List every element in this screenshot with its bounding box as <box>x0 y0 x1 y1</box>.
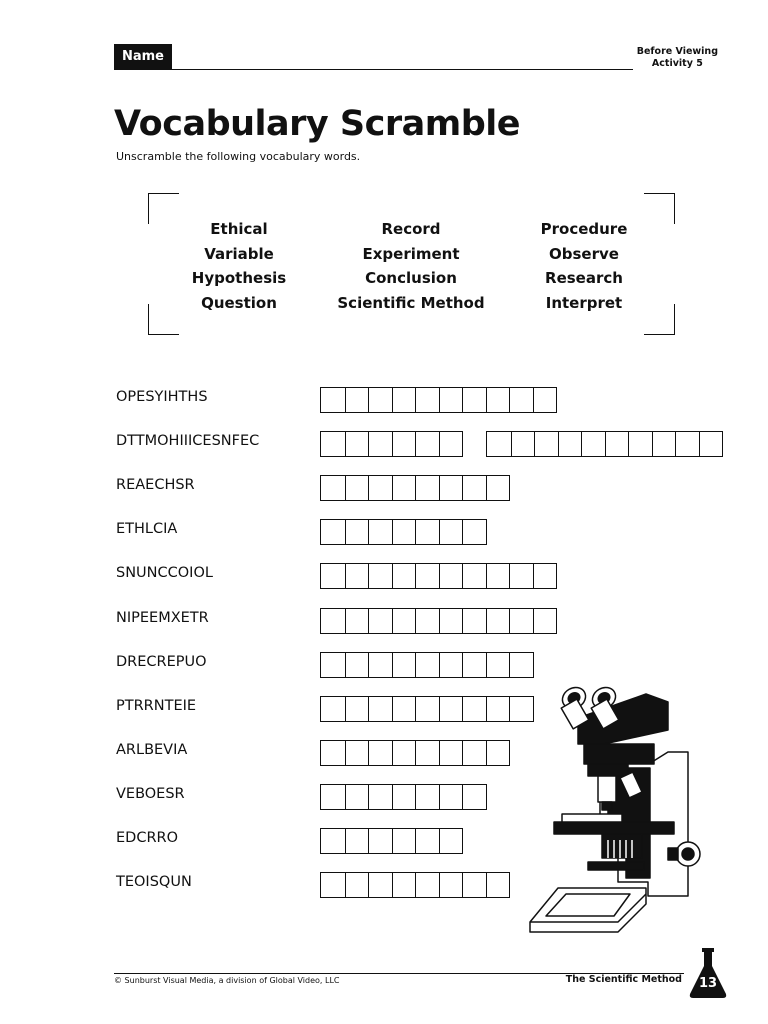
letter-box[interactable] <box>321 873 345 897</box>
letter-box[interactable] <box>533 388 557 412</box>
word-bank-word: Research <box>545 269 623 287</box>
letter-box[interactable] <box>509 609 533 633</box>
answer-box-group <box>320 519 487 545</box>
letter-box[interactable] <box>415 476 439 500</box>
letter-box[interactable] <box>368 697 392 721</box>
letter-box[interactable] <box>321 697 345 721</box>
word-bank-column-2 <box>316 217 506 315</box>
letter-box[interactable] <box>392 520 416 544</box>
letter-box[interactable] <box>368 432 392 456</box>
letter-box[interactable] <box>392 476 416 500</box>
word-bank-word: Ethical <box>210 220 268 238</box>
flask-icon <box>688 946 728 1000</box>
letter-box[interactable] <box>368 785 392 809</box>
letter-box[interactable] <box>462 520 486 544</box>
letter-box[interactable] <box>415 741 439 765</box>
answer-box-group <box>320 652 534 678</box>
letter-box[interactable] <box>415 609 439 633</box>
scrambled-word: EDCRRO <box>116 830 179 846</box>
letter-box[interactable] <box>509 564 533 588</box>
letter-box[interactable] <box>486 564 510 588</box>
word-bank-word: Conclusion <box>365 269 457 287</box>
word-bank-word: Record <box>381 220 441 238</box>
scrambled-word: REAECHSR <box>116 477 195 493</box>
letter-box[interactable] <box>486 697 510 721</box>
letter-box[interactable] <box>345 829 369 853</box>
letter-box[interactable] <box>345 873 369 897</box>
letter-box[interactable] <box>321 653 345 677</box>
scrambled-word: PTRRNTEIE <box>116 698 197 714</box>
letter-box[interactable] <box>486 388 510 412</box>
letter-box[interactable] <box>415 432 439 456</box>
scrambled-word: DTTMOHIIICESNFEC <box>116 433 260 449</box>
letter-box[interactable] <box>558 432 582 456</box>
letter-box[interactable] <box>487 432 511 456</box>
answer-box-group <box>486 431 723 457</box>
letter-box[interactable] <box>486 741 510 765</box>
page-title: Vocabulary Scramble <box>114 104 521 144</box>
scrambled-word: OPESYIHTHS <box>116 389 208 405</box>
letter-box[interactable] <box>415 653 439 677</box>
letter-box[interactable] <box>439 785 463 809</box>
letter-box[interactable] <box>368 520 392 544</box>
letter-box[interactable] <box>345 564 369 588</box>
activity-label <box>637 46 718 70</box>
microscope-icon <box>518 682 718 938</box>
letter-box[interactable] <box>345 609 369 633</box>
letter-box[interactable] <box>462 609 486 633</box>
word-bank-word: Question <box>201 293 277 312</box>
letter-box[interactable] <box>486 653 510 677</box>
letter-box[interactable] <box>533 564 557 588</box>
letter-box[interactable] <box>392 564 416 588</box>
letter-box[interactable] <box>392 697 416 721</box>
letter-box[interactable] <box>605 432 629 456</box>
word-bank-word: Observe <box>549 244 619 263</box>
letter-box[interactable] <box>368 829 392 853</box>
letter-box[interactable] <box>392 653 416 677</box>
scrambled-word: ETHLCIA <box>116 521 178 537</box>
letter-box[interactable] <box>486 873 510 897</box>
letter-box[interactable] <box>439 609 463 633</box>
letter-box[interactable] <box>345 653 369 677</box>
letter-box[interactable] <box>345 432 369 456</box>
answer-box-group <box>320 608 557 634</box>
letter-box[interactable] <box>462 785 486 809</box>
letter-box[interactable] <box>486 609 510 633</box>
letter-box[interactable] <box>439 432 463 456</box>
letter-box[interactable] <box>415 785 439 809</box>
letter-box[interactable] <box>321 476 345 500</box>
letter-box[interactable] <box>392 785 416 809</box>
series-title: The Scientific Method <box>565 974 682 985</box>
answer-box-group <box>320 784 487 810</box>
letter-box[interactable] <box>392 829 416 853</box>
word-bank-word: Variable <box>204 244 274 263</box>
letter-box[interactable] <box>415 564 439 588</box>
letter-box[interactable] <box>368 873 392 897</box>
letter-box[interactable] <box>439 697 463 721</box>
letter-box[interactable] <box>439 653 463 677</box>
instructions: Unscramble the following vocabulary words. <box>116 150 361 163</box>
answer-box-group <box>320 475 510 501</box>
letter-box[interactable] <box>462 873 486 897</box>
letter-box[interactable] <box>345 741 369 765</box>
letter-box[interactable] <box>321 432 345 456</box>
word-bank-word: Experiment <box>362 244 460 263</box>
word-bank-column-3 <box>489 217 679 315</box>
name-input-line[interactable] <box>172 69 633 70</box>
letter-box[interactable] <box>534 432 558 456</box>
word-bank <box>148 193 675 335</box>
answer-box-group <box>320 740 510 766</box>
letter-box[interactable] <box>345 697 369 721</box>
letter-box[interactable] <box>368 741 392 765</box>
letter-box[interactable] <box>345 785 369 809</box>
letter-box[interactable] <box>462 388 486 412</box>
letter-box[interactable] <box>509 388 533 412</box>
letter-box[interactable] <box>675 432 699 456</box>
letter-box[interactable] <box>439 873 463 897</box>
letter-box[interactable] <box>533 609 557 633</box>
name-label: Name <box>114 44 172 70</box>
letter-box[interactable] <box>321 829 345 853</box>
letter-box[interactable] <box>392 873 416 897</box>
letter-box[interactable] <box>699 432 723 456</box>
answer-box-group <box>320 563 557 589</box>
letter-box[interactable] <box>439 829 463 853</box>
letter-box[interactable] <box>345 388 369 412</box>
letter-box[interactable] <box>368 653 392 677</box>
letter-box[interactable] <box>415 873 439 897</box>
letter-box[interactable] <box>439 564 463 588</box>
word-bank-word: Interpret <box>545 293 623 312</box>
scrambled-word: NIPEEMXETR <box>116 610 209 626</box>
answer-box-group <box>320 696 534 722</box>
letter-box[interactable] <box>345 520 369 544</box>
letter-box[interactable] <box>415 829 439 853</box>
letter-box[interactable] <box>345 476 369 500</box>
answer-box-group <box>320 872 510 898</box>
copyright-notice: © Sunburst Visual Media, a division of Global Video, LLC <box>114 976 340 985</box>
letter-box[interactable] <box>392 388 416 412</box>
answer-box-group <box>320 828 463 854</box>
letter-box[interactable] <box>462 564 486 588</box>
scrambled-word: DRECREPUO <box>116 654 207 670</box>
letter-box[interactable] <box>581 432 605 456</box>
letter-box[interactable] <box>392 432 416 456</box>
letter-box[interactable] <box>392 609 416 633</box>
answer-box-group <box>320 387 557 413</box>
letter-box[interactable] <box>652 432 676 456</box>
letter-box[interactable] <box>321 785 345 809</box>
letter-box[interactable] <box>509 653 533 677</box>
letter-box[interactable] <box>511 432 535 456</box>
word-bank-word: Scientific Method <box>337 293 485 312</box>
letter-box[interactable] <box>392 741 416 765</box>
letter-box[interactable] <box>462 697 486 721</box>
letter-box[interactable] <box>368 388 392 412</box>
scrambled-word: ARLBEVIA <box>116 742 188 758</box>
letter-box[interactable] <box>486 476 510 500</box>
activity-line-2: Activity 5 <box>651 58 703 69</box>
letter-box[interactable] <box>368 564 392 588</box>
letter-box[interactable] <box>321 564 345 588</box>
letter-box[interactable] <box>415 520 439 544</box>
letter-box[interactable] <box>368 609 392 633</box>
activity-line-1: Before Viewing <box>636 46 718 57</box>
letter-box[interactable] <box>439 741 463 765</box>
letter-box[interactable] <box>368 476 392 500</box>
scrambled-word: SNUNCCOIOL <box>116 565 213 581</box>
letter-box[interactable] <box>321 520 345 544</box>
letter-box[interactable] <box>462 741 486 765</box>
scrambled-word: VEBOESR <box>116 786 185 802</box>
letter-box[interactable] <box>321 609 345 633</box>
letter-box[interactable] <box>415 388 439 412</box>
letter-box[interactable] <box>462 476 486 500</box>
word-bank-word: Hypothesis <box>191 269 287 287</box>
answer-box-group <box>320 431 463 457</box>
word-bank-word: Procedure <box>540 220 628 238</box>
letter-box[interactable] <box>321 388 345 412</box>
letter-box[interactable] <box>439 520 463 544</box>
page-number: 13 <box>698 976 718 991</box>
letter-box[interactable] <box>439 388 463 412</box>
letter-box[interactable] <box>462 653 486 677</box>
letter-box[interactable] <box>628 432 652 456</box>
letter-box[interactable] <box>321 741 345 765</box>
letter-box[interactable] <box>415 697 439 721</box>
word-bank-column-1 <box>144 217 334 315</box>
letter-box[interactable] <box>439 476 463 500</box>
scrambled-word: TEOISQUN <box>116 874 192 890</box>
